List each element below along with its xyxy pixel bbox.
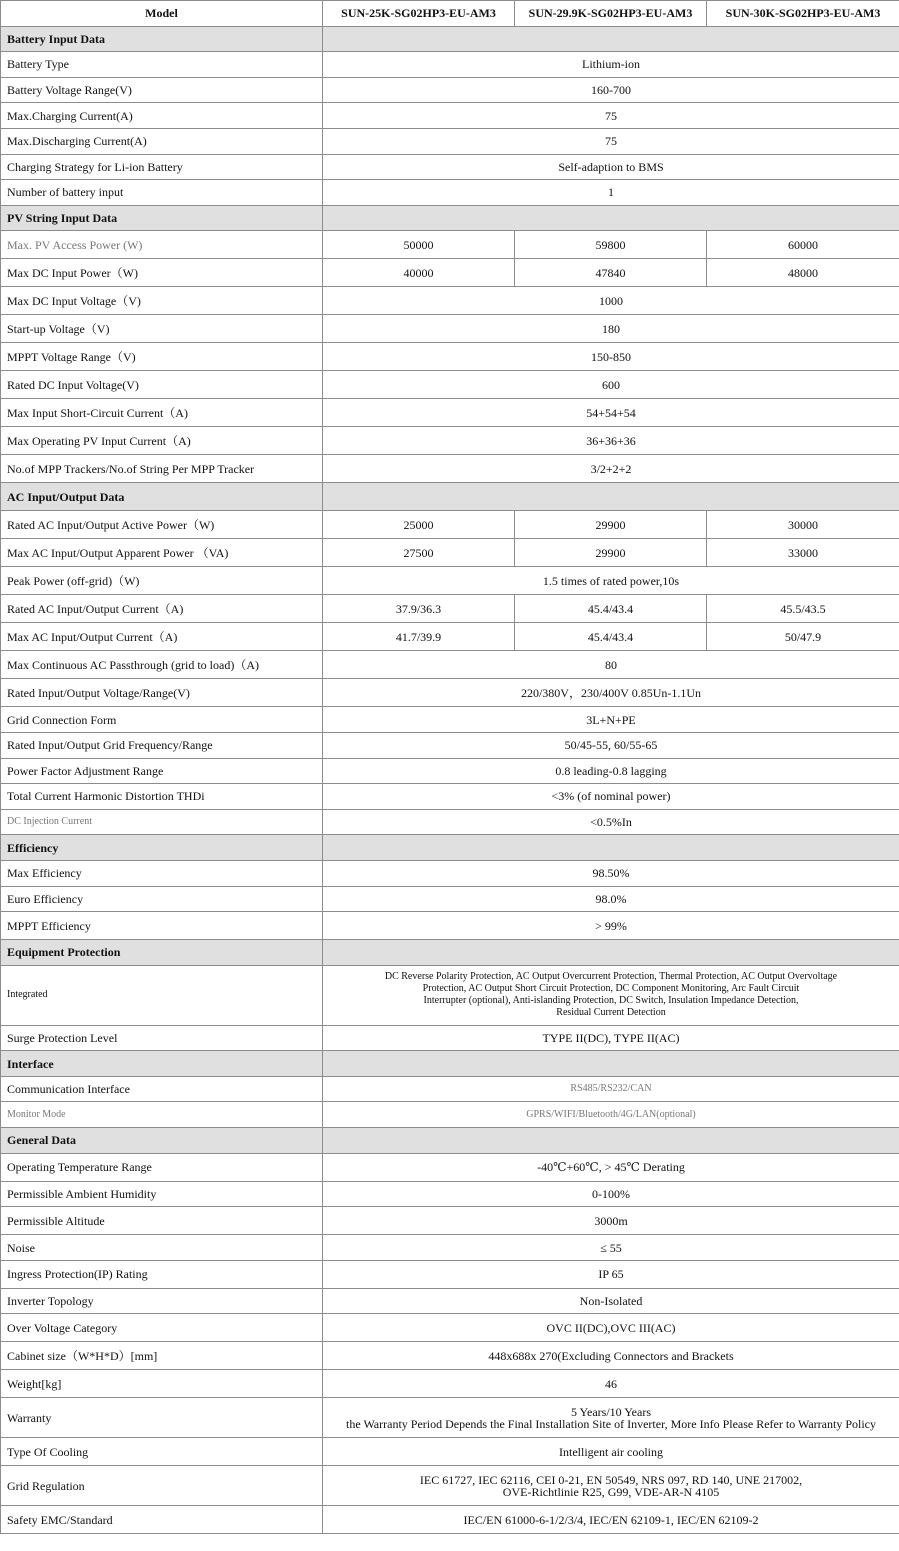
spec-row <box>1 180 899 206</box>
spec-value: -40℃+60℃, > 45℃ Derating <box>323 1153 899 1181</box>
spec-value-multiline <box>323 1466 899 1506</box>
spec-row <box>1 1076 899 1102</box>
spec-value: IEC/EN 61000-6-1/2/3/4, IEC/EN 62109-1, IEC/EN 62109-2 <box>323 1506 899 1534</box>
spec-value-model-2: 45.4/43.4 <box>515 595 707 623</box>
spec-label: Max Continuous AC Passthrough (grid to load)（A) <box>1 651 323 679</box>
spec-label: Grid Connection Form <box>1 707 323 733</box>
spec-value: > 99% <box>323 912 899 940</box>
spec-label: Type Of Cooling <box>1 1438 323 1466</box>
spec-row <box>1 1207 899 1235</box>
section-title: Battery Input Data <box>1 26 323 52</box>
spec-row <box>1 1153 899 1181</box>
spec-label: Power Factor Adjustment Range <box>1 758 323 784</box>
spec-value: 160-700 <box>323 77 899 103</box>
section-row <box>1 26 899 52</box>
spec-row <box>1 427 899 455</box>
spec-label: Rated AC Input/Output Current（A) <box>1 595 323 623</box>
spec-label: Max.Charging Current(A) <box>1 103 323 129</box>
spec-value-model-3: 33000 <box>707 539 899 567</box>
section-title: Interface <box>1 1051 323 1077</box>
spec-value: 36+36+36 <box>323 427 899 455</box>
spec-label: Operating Temperature Range <box>1 1153 323 1181</box>
spec-row <box>1 128 899 154</box>
spec-row <box>1 1235 899 1261</box>
section-title: AC Input/Output Data <box>1 483 323 511</box>
spec-value: 0-100% <box>323 1181 899 1207</box>
spec-value-model-2: 29900 <box>515 539 707 567</box>
spec-row <box>1 455 899 483</box>
spec-label: DC Injection Current <box>1 809 323 835</box>
spec-label: Max Operating PV Input Current（A) <box>1 427 323 455</box>
spec-value: 54+54+54 <box>323 399 899 427</box>
spec-value: 0.8 leading-0.8 lagging <box>323 758 899 784</box>
model-name-1: SUN-25K-SG02HP3-EU-AM3 <box>323 1 515 27</box>
spec-value-multiline <box>323 1398 899 1438</box>
spec-label: Rated AC Input/Output Active Power（W) <box>1 511 323 539</box>
spec-label: Start-up Voltage（V) <box>1 315 323 343</box>
spec-value: 600 <box>323 371 899 399</box>
section-fill <box>323 1128 899 1154</box>
spec-label: Permissible Altitude <box>1 1207 323 1235</box>
value-line: Protection, AC Output Short Circuit Protection, DC Component Monitoring, Arc Fault Circuit <box>422 983 800 995</box>
spec-row <box>1 809 899 835</box>
spec-label: Max DC Input Power（W) <box>1 259 323 287</box>
spec-label: Max. PV Access Power (W) <box>1 231 323 259</box>
section-fill <box>323 205 899 231</box>
spec-label: Weight[kg] <box>1 1370 323 1398</box>
spec-value: 98.50% <box>323 860 899 886</box>
spec-label: Rated Input/Output Grid Frequency/Range <box>1 732 323 758</box>
spec-row <box>1 103 899 129</box>
section-row <box>1 1128 899 1154</box>
spec-row <box>1 567 899 595</box>
spec-label: Monitor Mode <box>1 1102 323 1128</box>
section-title: Equipment Protection <box>1 940 323 966</box>
spec-label: Safety EMC/Standard <box>1 1506 323 1534</box>
spec-value: 1.5 times of rated power,10s <box>323 567 899 595</box>
spec-label: Battery Voltage Range(V) <box>1 77 323 103</box>
spec-value: Self-adaption to BMS <box>323 154 899 180</box>
spec-label: Communication Interface <box>1 1076 323 1102</box>
spec-label: Max AC Input/Output Current（A) <box>1 623 323 651</box>
spec-value-model-1: 40000 <box>323 259 515 287</box>
spec-value: RS485/RS232/CAN <box>323 1076 899 1102</box>
spec-value: 220/380V，230/400V 0.85Un-1.1Un <box>323 679 899 707</box>
spec-value: IP 65 <box>323 1260 899 1288</box>
spec-row <box>1 77 899 103</box>
spec-value: 150-850 <box>323 343 899 371</box>
spec-value-model-1: 27500 <box>323 539 515 567</box>
spec-row <box>1 315 899 343</box>
spec-value-model-3: 50/47.9 <box>707 623 899 651</box>
spec-value: 80 <box>323 651 899 679</box>
spec-row <box>1 399 899 427</box>
value-line: 5 Years/10 Years <box>570 1404 651 1419</box>
header-row <box>1 1 899 27</box>
section-row <box>1 940 899 966</box>
section-title: Efficiency <box>1 835 323 861</box>
spec-value: 46 <box>323 1370 899 1398</box>
spec-label: Ingress Protection(IP) Rating <box>1 1260 323 1288</box>
value-line: OVE-Richtlinie R25, G99, VDE-AR-N 4105 <box>502 1484 720 1499</box>
spec-label: MPPT Efficiency <box>1 912 323 940</box>
spec-value: 448x688x 270(Excluding Connectors and Brackets <box>323 1342 899 1370</box>
section-row <box>1 835 899 861</box>
spec-row <box>1 343 899 371</box>
spec-row <box>1 679 899 707</box>
section-fill <box>323 835 899 861</box>
spec-row <box>1 1025 899 1051</box>
spec-row <box>1 784 899 810</box>
spec-value-model-2: 59800 <box>515 231 707 259</box>
spec-row <box>1 707 899 733</box>
spec-value: GPRS/WIFI/Bluetooth/4G/LAN(optional) <box>323 1102 899 1128</box>
value-line: IEC 61727, IEC 62116, CEI 0-21, EN 50549, NRS 097, RD 140, UNE 217002, <box>419 1472 803 1487</box>
spec-value: OVC II(DC),OVC III(AC) <box>323 1314 899 1342</box>
spec-row <box>1 52 899 78</box>
value-line: DC Reverse Polarity Protection, AC Output Overcurrent Protection, Thermal Protection, AC Output Overvoltage <box>384 971 838 983</box>
model-name-3: SUN-30K-SG02HP3-EU-AM3 <box>707 1 899 27</box>
spec-label: MPPT Voltage Range（V) <box>1 343 323 371</box>
spec-row <box>1 1288 899 1314</box>
spec-value: TYPE II(DC), TYPE II(AC) <box>323 1025 899 1051</box>
spec-label: No.of MPP Trackers/No.of String Per MPP Tracker <box>1 455 323 483</box>
section-row <box>1 483 899 511</box>
spec-label: Max.Discharging Current(A) <box>1 128 323 154</box>
spec-value: 75 <box>323 128 899 154</box>
spec-value: 75 <box>323 103 899 129</box>
spec-value-model-3: 60000 <box>707 231 899 259</box>
spec-row <box>1 1342 899 1370</box>
spec-label: Rated Input/Output Voltage/Range(V) <box>1 679 323 707</box>
section-fill <box>323 483 899 511</box>
spec-value: 50/45-55, 60/55-65 <box>323 732 899 758</box>
spec-row <box>1 623 899 651</box>
spec-row <box>1 1398 899 1438</box>
spec-value: 98.0% <box>323 886 899 912</box>
spec-label: Over Voltage Category <box>1 1314 323 1342</box>
spec-value: 3/2+2+2 <box>323 455 899 483</box>
spec-label: Inverter Topology <box>1 1288 323 1314</box>
section-fill <box>323 1051 899 1077</box>
spec-value-model-3: 30000 <box>707 511 899 539</box>
spec-value: <3% (of nominal power) <box>323 784 899 810</box>
spec-value-model-1: 25000 <box>323 511 515 539</box>
spec-row <box>1 287 899 315</box>
spec-value: ≤ 55 <box>323 1235 899 1261</box>
spec-row <box>1 860 899 886</box>
spec-row <box>1 758 899 784</box>
spec-value-model-2: 45.4/43.4 <box>515 623 707 651</box>
spec-row <box>1 965 899 1025</box>
spec-value: Non-Isolated <box>323 1288 899 1314</box>
spec-row <box>1 231 899 259</box>
value-line: Residual Current Detection <box>556 1007 666 1019</box>
spec-value: 3000m <box>323 1207 899 1235</box>
spec-row <box>1 1260 899 1288</box>
spec-value-model-1: 50000 <box>323 231 515 259</box>
model-header: Model <box>1 1 323 27</box>
spec-row <box>1 371 899 399</box>
spec-label: Grid Regulation <box>1 1466 323 1506</box>
spec-value: Intelligent air cooling <box>323 1438 899 1466</box>
spec-label: Max DC Input Voltage（V) <box>1 287 323 315</box>
section-fill <box>323 940 899 966</box>
spec-row <box>1 912 899 940</box>
spec-label: Charging Strategy for Li-ion Battery <box>1 154 323 180</box>
spec-label: Peak Power (off-grid)（W) <box>1 567 323 595</box>
spec-value: <0.5%In <box>323 809 899 835</box>
section-title: PV String Input Data <box>1 205 323 231</box>
spec-label: Warranty <box>1 1398 323 1438</box>
spec-value: Lithium-ion <box>323 52 899 78</box>
value-line: the Warranty Period Depends the Final Installation Site of Inverter, More Info Please Refer to Warranty Policy <box>346 1416 876 1431</box>
value-line: Interrupter (optional), Anti-islanding Protection, DC Switch, Insulation Impedance Detection, <box>423 995 799 1007</box>
spec-label: Rated DC Input Voltage(V) <box>1 371 323 399</box>
spec-row <box>1 732 899 758</box>
spec-row <box>1 1370 899 1398</box>
spec-row <box>1 1102 899 1128</box>
spec-value-model-1: 41.7/39.9 <box>323 623 515 651</box>
spec-row <box>1 259 899 287</box>
spec-label: Max Efficiency <box>1 860 323 886</box>
section-row <box>1 205 899 231</box>
spec-row <box>1 1438 899 1466</box>
spec-row <box>1 1314 899 1342</box>
spec-row <box>1 1466 899 1506</box>
spec-value: 1000 <box>323 287 899 315</box>
spec-value-model-1: 37.9/36.3 <box>323 595 515 623</box>
spec-label: Permissible Ambient Humidity <box>1 1181 323 1207</box>
spec-label: Battery Type <box>1 52 323 78</box>
section-title: General Data <box>1 1128 323 1154</box>
spec-value-model-3: 45.5/43.5 <box>707 595 899 623</box>
spec-row <box>1 511 899 539</box>
spec-label: Cabinet size（W*H*D）[mm] <box>1 1342 323 1370</box>
spec-row <box>1 886 899 912</box>
spec-value: 1 <box>323 180 899 206</box>
spec-label: Max Input Short-Circuit Current（A) <box>1 399 323 427</box>
spec-value-model-3: 48000 <box>707 259 899 287</box>
spec-value: 180 <box>323 315 899 343</box>
spec-row <box>1 1181 899 1207</box>
section-fill <box>323 26 899 52</box>
spec-value: 3L+N+PE <box>323 707 899 733</box>
spec-label: Max AC Input/Output Apparent Power （VA) <box>1 539 323 567</box>
spec-label: Noise <box>1 1235 323 1261</box>
spec-label: Number of battery input <box>1 180 323 206</box>
spec-label: Integrated <box>1 965 323 1025</box>
model-name-2: SUN-29.9K-SG02HP3-EU-AM3 <box>515 1 707 27</box>
spec-label: Total Current Harmonic Distortion THDi <box>1 784 323 810</box>
spec-row <box>1 1506 899 1534</box>
spec-row <box>1 154 899 180</box>
spec-value-multiline <box>323 965 899 1025</box>
spec-value-model-2: 29900 <box>515 511 707 539</box>
spec-row <box>1 651 899 679</box>
spec-label: Surge Protection Level <box>1 1025 323 1051</box>
spec-value-model-2: 47840 <box>515 259 707 287</box>
spec-row <box>1 595 899 623</box>
spec-label: Euro Efficiency <box>1 886 323 912</box>
spec-row <box>1 539 899 567</box>
section-row <box>1 1051 899 1077</box>
